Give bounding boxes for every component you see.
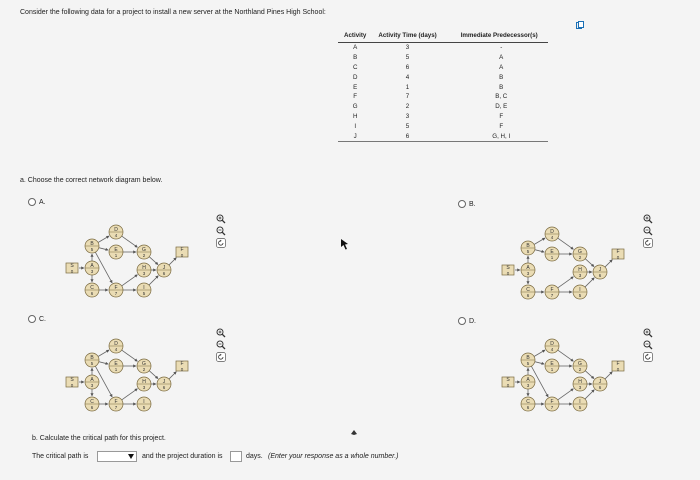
svg-text:F: F — [616, 248, 620, 255]
svg-text:H: H — [578, 266, 582, 273]
svg-text:1: 1 — [114, 253, 118, 258]
svg-text:7: 7 — [550, 293, 554, 298]
part-a-prompt: a. Choose the correct network diagram below. — [20, 177, 163, 184]
node-G — [573, 359, 587, 373]
network-diagram-c — [62, 332, 192, 414]
node-finish — [176, 247, 188, 258]
edge-B-E — [535, 250, 544, 252]
edge-F-H — [558, 389, 574, 400]
svg-text:D: D — [114, 226, 118, 233]
node-J — [593, 377, 607, 391]
activity-table — [338, 32, 548, 142]
node-B — [85, 353, 99, 367]
node-C — [521, 397, 535, 411]
cell-predecessors: G, H, I — [443, 131, 548, 141]
table-row — [338, 112, 548, 122]
cell-time: 3 — [405, 112, 410, 120]
node-D — [109, 225, 123, 239]
edge-G-J — [149, 257, 158, 265]
option-b[interactable]: B. — [458, 200, 476, 208]
svg-text:1: 1 — [114, 367, 118, 372]
svg-text:0: 0 — [616, 255, 620, 260]
table-row — [338, 92, 548, 102]
cell-predecessors: F — [499, 112, 504, 120]
cell-predecessors: - — [500, 44, 503, 52]
header-activity-time: Activity Time (days) — [372, 32, 442, 43]
edge-B-E — [99, 362, 108, 364]
table-row — [338, 121, 548, 131]
edge-J-finish — [169, 258, 176, 265]
edge-D-G — [558, 238, 574, 249]
svg-text:5: 5 — [578, 293, 582, 298]
reset-view-icon-b[interactable] — [643, 238, 653, 248]
svg-text:7: 7 — [550, 405, 554, 410]
copy-table-icon[interactable] — [576, 21, 584, 29]
svg-text:A: A — [526, 264, 530, 271]
node-start — [66, 377, 78, 388]
edge-F-H — [122, 275, 138, 286]
table-row — [338, 102, 548, 112]
svg-text:2: 2 — [142, 253, 146, 258]
node-F — [109, 397, 123, 411]
svg-text:2: 2 — [578, 255, 582, 260]
reset-view-icon-d[interactable] — [643, 352, 653, 362]
node-E — [545, 247, 559, 261]
cell-activity: B — [353, 54, 358, 62]
svg-text:J: J — [598, 266, 602, 273]
svg-text:I: I — [143, 398, 145, 405]
edge-I-J — [149, 276, 158, 285]
option-d[interactable]: D. — [458, 317, 476, 325]
edge-B-D — [98, 350, 109, 356]
cell-time: 1 — [405, 83, 410, 91]
table-row — [338, 43, 548, 53]
svg-text:0: 0 — [180, 253, 184, 258]
svg-text:4: 4 — [114, 347, 118, 352]
option-d-radio[interactable] — [458, 317, 466, 325]
node-A — [85, 261, 99, 275]
option-b-radio[interactable] — [458, 200, 466, 208]
node-A — [521, 375, 535, 389]
svg-text:F: F — [114, 398, 118, 405]
svg-text:H: H — [578, 378, 582, 385]
cell-activity: A — [353, 44, 358, 52]
svg-text:7: 7 — [114, 291, 118, 296]
cell-activity: C — [352, 63, 358, 71]
node-I — [137, 397, 151, 411]
svg-text:4: 4 — [550, 235, 554, 240]
svg-text:I: I — [579, 398, 581, 405]
zoom-in-icon-a[interactable] — [216, 214, 226, 224]
svg-text:1: 1 — [550, 255, 554, 260]
node-J — [593, 265, 607, 279]
edge-J-finish — [169, 372, 176, 379]
node-A — [85, 375, 99, 389]
node-I — [573, 285, 587, 299]
edge-D-G — [122, 236, 138, 247]
edge-I-J — [585, 278, 594, 287]
svg-text:H: H — [142, 264, 146, 271]
svg-text:5: 5 — [90, 247, 94, 252]
svg-text:7: 7 — [114, 405, 118, 410]
edge-D-G — [122, 350, 138, 361]
svg-text:A: A — [90, 262, 94, 269]
node-H — [137, 263, 151, 277]
svg-text:3: 3 — [526, 271, 530, 276]
answer-mid: and the project duration is — [142, 453, 223, 460]
node-H — [137, 377, 151, 391]
network-diagram-a — [62, 218, 192, 300]
svg-text:I: I — [579, 286, 581, 293]
svg-text:I: I — [143, 284, 145, 291]
svg-text:S: S — [70, 376, 74, 383]
svg-text:5: 5 — [526, 249, 530, 254]
zoom-in-icon-c[interactable] — [216, 328, 226, 338]
svg-text:4: 4 — [550, 347, 554, 352]
node-finish — [176, 361, 188, 372]
svg-text:S: S — [70, 262, 74, 269]
part-b-prompt: b. Calculate the critical path for this project. — [32, 435, 166, 442]
svg-text:E: E — [550, 360, 554, 367]
svg-text:H: H — [142, 378, 146, 385]
svg-text:3: 3 — [578, 273, 582, 278]
svg-text:B: B — [90, 240, 94, 247]
table-row — [338, 72, 548, 82]
cell-predecessors: B, C — [495, 93, 508, 101]
svg-text:6: 6 — [526, 293, 530, 298]
svg-text:6: 6 — [90, 291, 94, 296]
edge-G-J — [585, 371, 594, 379]
cell-activity: G — [352, 103, 358, 111]
cell-activity: H — [352, 112, 358, 120]
cell-time: 6 — [405, 63, 410, 71]
node-finish — [612, 249, 624, 260]
node-start — [66, 263, 78, 274]
critical-path-select[interactable] — [97, 451, 137, 462]
svg-text:G: G — [578, 360, 582, 367]
svg-text:C: C — [526, 286, 530, 293]
cell-time: 7 — [405, 93, 410, 101]
cell-predecessors: F — [499, 122, 504, 130]
node-F — [109, 283, 123, 297]
option-c[interactable]: C. — [28, 315, 46, 323]
node-start — [502, 265, 514, 276]
network-diagram-b — [498, 220, 628, 302]
svg-text:6: 6 — [162, 271, 166, 276]
cell-predecessors: A — [499, 63, 504, 71]
edge-B-D — [98, 236, 109, 242]
cell-activity: E — [353, 83, 358, 91]
edge-J-finish — [605, 372, 612, 379]
svg-text:1: 1 — [550, 367, 554, 372]
cell-time: 6 — [372, 131, 442, 141]
header-activity: Activity — [338, 32, 372, 43]
table-row — [338, 63, 548, 73]
table-row — [338, 131, 548, 141]
svg-text:A: A — [526, 376, 530, 383]
svg-text:F: F — [550, 398, 554, 405]
table-row — [338, 53, 548, 63]
edge-F-H — [122, 389, 138, 400]
node-D — [109, 339, 123, 353]
node-C — [85, 397, 99, 411]
node-J — [157, 263, 171, 277]
option-c-radio[interactable] — [28, 315, 36, 323]
node-G — [573, 247, 587, 261]
svg-text:E: E — [550, 248, 554, 255]
edge-G-J — [585, 259, 594, 267]
node-F — [545, 285, 559, 299]
answer-prefix: The critical path is — [32, 453, 89, 460]
zoom-out-icon-c[interactable] — [216, 340, 226, 350]
cell-activity: J — [338, 131, 372, 141]
node-C — [85, 283, 99, 297]
cell-predecessors: B — [499, 73, 504, 81]
svg-text:3: 3 — [90, 269, 94, 274]
edge-I-J — [585, 390, 594, 399]
svg-text:5: 5 — [578, 405, 582, 410]
svg-text:4: 4 — [114, 233, 118, 238]
svg-text:E: E — [114, 360, 118, 367]
svg-text:G: G — [142, 360, 146, 367]
option-a-radio[interactable] — [28, 198, 36, 206]
header-predecessors: Immediate Predecessor(s) — [443, 32, 548, 43]
edge-D-G — [558, 350, 574, 361]
answer-suffix: days. — [246, 453, 263, 460]
node-H — [573, 377, 587, 391]
cell-activity: I — [354, 122, 357, 130]
option-a[interactable]: A. — [28, 198, 46, 206]
svg-text:3: 3 — [142, 271, 146, 276]
svg-text:F: F — [616, 360, 620, 367]
reset-view-icon-c[interactable] — [216, 352, 226, 362]
zoom-out-icon-d[interactable] — [643, 340, 653, 350]
svg-text:6: 6 — [162, 385, 166, 390]
cell-predecessors: B — [499, 83, 504, 91]
edge-B-D — [534, 238, 545, 244]
svg-text:2: 2 — [142, 367, 146, 372]
edge-J-finish — [605, 260, 612, 267]
edge-B-E — [535, 362, 544, 364]
node-B — [85, 239, 99, 253]
cell-activity: F — [353, 93, 358, 101]
svg-text:5: 5 — [142, 291, 146, 296]
cell-predecessors: D, E — [495, 103, 508, 111]
svg-text:B: B — [526, 242, 530, 249]
svg-text:G: G — [578, 248, 582, 255]
svg-text:3: 3 — [526, 383, 530, 388]
svg-text:5: 5 — [526, 361, 530, 366]
node-D — [545, 227, 559, 241]
zoom-in-icon-d[interactable] — [643, 328, 653, 338]
node-F — [545, 397, 559, 411]
svg-text:3: 3 — [578, 385, 582, 390]
node-finish — [612, 361, 624, 372]
svg-text:C: C — [526, 398, 530, 405]
answer-hint: (Enter your response as a whole number.) — [268, 453, 399, 460]
svg-text:E: E — [114, 246, 118, 253]
node-H — [573, 265, 587, 279]
dot-marker-icon — [351, 430, 357, 436]
project-duration-input[interactable] — [230, 451, 242, 462]
node-E — [109, 245, 123, 259]
node-G — [137, 359, 151, 373]
node-B — [521, 353, 535, 367]
svg-text:D: D — [550, 228, 554, 235]
svg-text:J: J — [162, 378, 166, 385]
problem-intro: Consider the following data for a project to install a new server at the Northland Pines High School: — [20, 9, 326, 16]
zoom-out-icon-a[interactable] — [216, 226, 226, 236]
cell-time: 2 — [405, 103, 410, 111]
svg-text:3: 3 — [90, 383, 94, 388]
svg-text:C: C — [90, 284, 94, 291]
svg-text:0: 0 — [506, 383, 510, 388]
node-E — [109, 359, 123, 373]
svg-text:B: B — [526, 354, 530, 361]
node-I — [573, 397, 587, 411]
svg-text:6: 6 — [598, 273, 602, 278]
svg-text:F: F — [180, 360, 184, 367]
svg-text:D: D — [550, 340, 554, 347]
svg-text:J: J — [598, 378, 602, 385]
svg-text:5: 5 — [90, 361, 94, 366]
node-I — [137, 283, 151, 297]
svg-text:F: F — [114, 284, 118, 291]
svg-text:3: 3 — [142, 385, 146, 390]
svg-text:0: 0 — [70, 269, 74, 274]
cell-predecessors: A — [499, 54, 504, 62]
node-C — [521, 285, 535, 299]
svg-text:F: F — [550, 286, 554, 293]
node-B — [521, 241, 535, 255]
svg-text:2: 2 — [578, 367, 582, 372]
svg-text:C: C — [90, 398, 94, 405]
svg-text:D: D — [114, 340, 118, 347]
svg-text:0: 0 — [180, 367, 184, 372]
mouse-cursor-icon — [340, 238, 350, 250]
cell-time: 5 — [405, 54, 410, 62]
network-diagram-d — [498, 332, 628, 414]
svg-text:F: F — [180, 246, 184, 253]
reset-view-icon-a[interactable] — [216, 238, 226, 248]
svg-text:S: S — [506, 264, 510, 271]
svg-text:A: A — [90, 376, 94, 383]
zoom-in-icon-b[interactable] — [643, 214, 653, 224]
cell-activity: D — [352, 73, 358, 81]
node-G — [137, 245, 151, 259]
cell-time: 3 — [405, 44, 410, 52]
svg-text:G: G — [142, 246, 146, 253]
svg-text:J: J — [162, 264, 166, 271]
node-start — [502, 377, 514, 388]
cell-time: 5 — [405, 122, 410, 130]
table-row — [338, 82, 548, 92]
svg-text:B: B — [90, 354, 94, 361]
edge-B-D — [534, 350, 545, 356]
svg-text:S: S — [506, 376, 510, 383]
chevron-down-icon — [128, 454, 134, 459]
svg-text:0: 0 — [506, 271, 510, 276]
node-J — [157, 377, 171, 391]
svg-text:6: 6 — [598, 385, 602, 390]
edge-F-H — [558, 277, 574, 288]
node-E — [545, 359, 559, 373]
svg-text:6: 6 — [526, 405, 530, 410]
node-A — [521, 263, 535, 277]
zoom-out-icon-b[interactable] — [643, 226, 653, 236]
svg-text:0: 0 — [616, 367, 620, 372]
cell-time: 4 — [405, 73, 410, 81]
svg-text:0: 0 — [70, 383, 74, 388]
edge-B-E — [99, 248, 108, 250]
svg-text:5: 5 — [142, 405, 146, 410]
edge-G-J — [149, 371, 158, 379]
node-D — [545, 339, 559, 353]
svg-text:6: 6 — [90, 405, 94, 410]
